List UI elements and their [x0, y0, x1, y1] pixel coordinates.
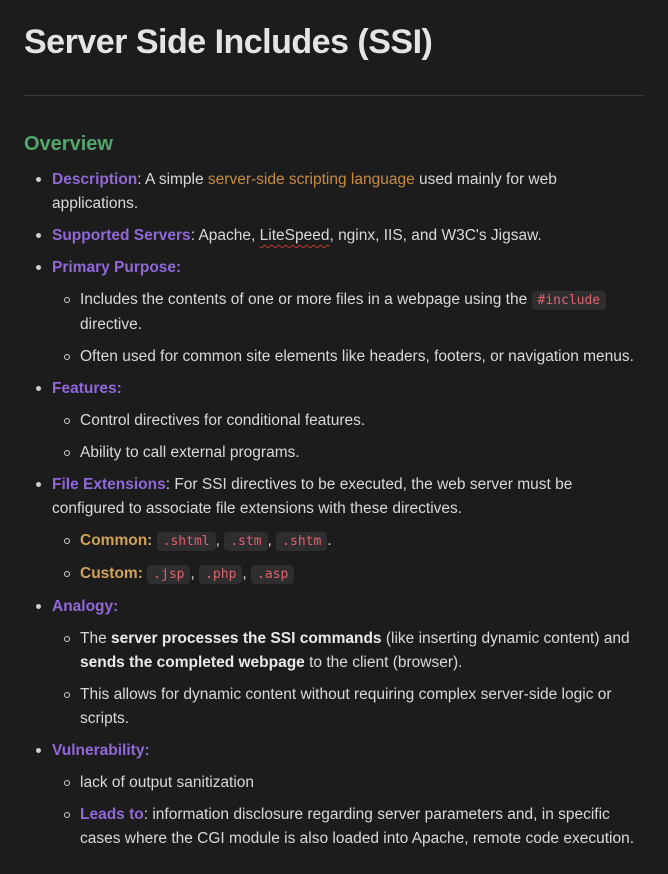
text-run: , — [267, 532, 277, 549]
inline-code: .asp — [251, 565, 294, 584]
sub-list-item — [80, 803, 644, 851]
text-run: , — [190, 565, 200, 582]
text-run: : A simple — [137, 171, 208, 188]
sub-list-item — [80, 345, 644, 369]
list-item — [52, 377, 644, 465]
text-run: Often used for common site elements like headers, footers, or navigation menus. — [80, 348, 634, 365]
inline-code: .stm — [224, 532, 267, 551]
text-run: Control directives for conditional features. — [80, 412, 366, 429]
keyword-text: Vulnerability: — [52, 742, 150, 759]
sub-list-item — [80, 529, 644, 554]
sub-bullet-list — [52, 627, 644, 731]
external-link[interactable]: server-side scripting language — [207, 171, 415, 188]
text-run: (like inserting dynamic content) and — [381, 630, 630, 647]
sub-list-item — [80, 409, 644, 433]
bold-text: server processes the SSI commands — [111, 630, 382, 647]
text-run: to the client (browser). — [304, 654, 463, 671]
section-heading-overview: Overview — [24, 133, 113, 155]
text-run: The — [80, 630, 112, 647]
keyword-text: Supported Servers — [52, 227, 191, 244]
sub-bullet-list — [52, 409, 644, 465]
sub-list-item — [80, 627, 644, 675]
keyword-text: Common: — [80, 532, 153, 549]
text-run: . — [327, 532, 332, 549]
inline-code: .jsp — [147, 565, 190, 584]
list-item — [52, 595, 644, 731]
sub-list-item — [80, 771, 644, 795]
text-run: Ability to call external programs. — [80, 444, 300, 461]
text-run: , — [242, 565, 252, 582]
keyword-text: Description — [52, 171, 138, 188]
inline-code: .shtm — [276, 532, 327, 551]
sub-bullet-list — [52, 288, 644, 369]
keyword-text: File Extensions — [52, 476, 166, 493]
keyword-text: Custom: — [80, 565, 143, 582]
text-run: : information disclosure regarding server parameters and, in specific cases where the CGI module is also loaded into Apache, remote code execution. — [80, 806, 635, 847]
keyword-text: Analogy: — [52, 598, 119, 615]
sub-bullet-list — [52, 529, 644, 587]
list-item — [52, 168, 644, 216]
text-run: , nginx, IIS, and W3C's Jigsaw. — [329, 227, 542, 244]
text-run: used mainly for web applications. — [52, 171, 557, 212]
list-item — [52, 473, 644, 587]
inline-code: .php — [199, 565, 242, 584]
text-run: lack of output sanitization — [80, 774, 255, 791]
keyword-text: Leads to — [80, 806, 144, 823]
inline-code: #include — [532, 291, 607, 310]
bold-text: sends the completed webpage — [80, 654, 305, 671]
sub-list-item — [80, 288, 644, 337]
keyword-text: Primary Purpose: — [52, 259, 182, 276]
text-run: : For SSI directives to be executed, the web server must be configured to associate file extensions with these directives. — [52, 476, 573, 517]
overview-content — [24, 168, 644, 851]
misspelled-word: LiteSpeed — [259, 227, 330, 244]
sub-bullet-list — [52, 771, 644, 851]
page-title: Server Side Includes (SSI) — [24, 23, 433, 61]
text-run: : Apache, — [190, 227, 260, 244]
bullet-list — [24, 168, 644, 851]
text-run: directive. — [80, 316, 143, 333]
text-run: Includes the contents of one or more files in a webpage using the — [80, 291, 532, 308]
list-item — [52, 224, 644, 248]
text-run: , — [215, 532, 225, 549]
sub-list-item — [80, 683, 644, 731]
inline-code: .shtml — [157, 532, 216, 551]
keyword-text: Features: — [52, 380, 122, 397]
list-item — [52, 256, 644, 369]
text-run: This allows for dynamic content without requiring complex server-side logic or scripts. — [80, 686, 612, 727]
divider — [24, 95, 644, 96]
text-run — [152, 532, 156, 549]
list-item — [52, 739, 644, 851]
sub-list-item — [80, 441, 644, 465]
sub-list-item — [80, 562, 644, 587]
